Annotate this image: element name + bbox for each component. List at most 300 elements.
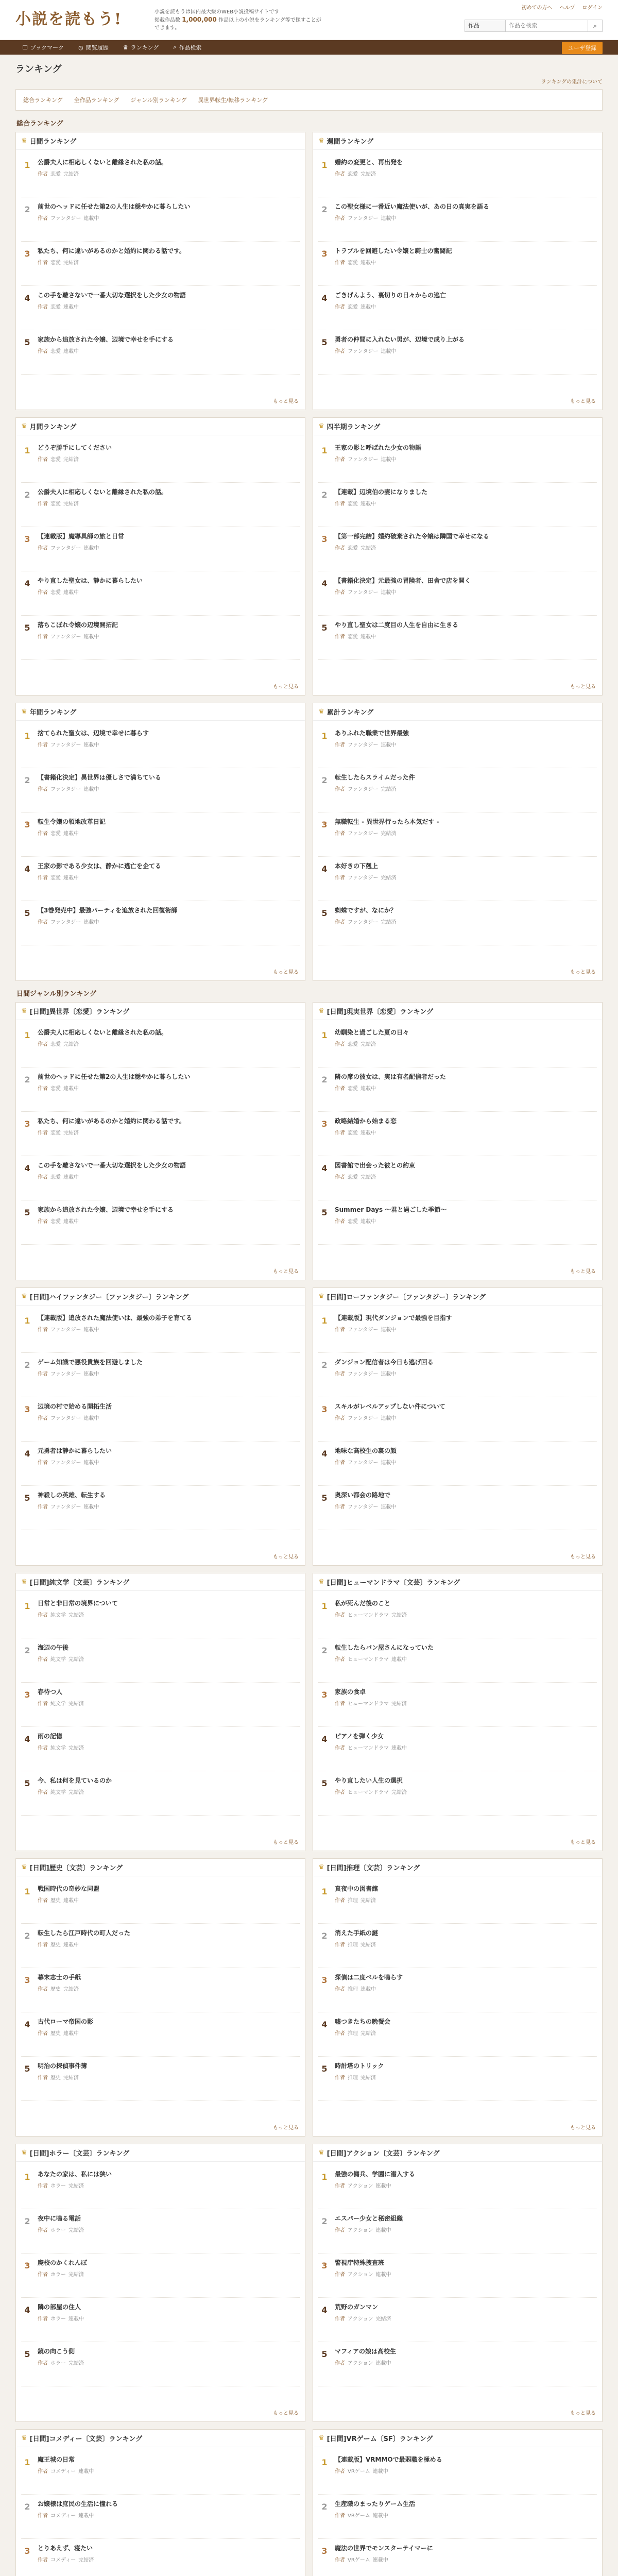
novel-title-link[interactable]: 前世のヘッドに任せた第2の人生は穏やかに暮らしたい [38,1073,191,1080]
rank-item [318,2209,597,2253]
site-logo[interactable]: 小説を読もう! [15,10,123,28]
ranking-panel [15,2429,305,2576]
novel-author[interactable]: 作者 [38,875,48,881]
novel-title-link[interactable]: 転生令嬢の領地改革日記 [38,818,106,825]
novel-title-link[interactable]: 捨てられた聖女は、辺境で幸せに暮らす [38,730,149,737]
rank-item [318,724,597,768]
novel-author[interactable]: 作者 [335,1371,345,1377]
rank-number: 3 [321,2546,328,2556]
more-link[interactable]: もっと見る [273,2125,299,2131]
novel-author[interactable]: 作者 [335,1613,345,1618]
novel-title-link[interactable]: 【第一部完結】婚約破棄された令嬢は隣国で幸せになる [335,533,490,540]
novel-author[interactable]: 作者 [38,2557,48,2563]
novel-status: 完結済 [391,1790,407,1795]
novel-genre: ファンタジー [348,742,379,748]
novel-title-link[interactable]: 本好きの下剋上 [335,862,379,870]
novel-author[interactable]: 作者 [335,1042,345,1047]
novel-title-link[interactable]: 雨の記憶 [38,1733,63,1740]
search-input[interactable] [506,20,588,32]
rank-body [33,2303,300,2336]
novel-author[interactable]: 作者 [335,1416,345,1421]
novel-author[interactable]: 作者 [38,1371,48,1377]
header-link[interactable]: 初めての方へ [521,5,553,11]
novel-author[interactable]: 作者 [335,1987,345,1992]
novel-author[interactable]: 作者 [335,1130,345,1136]
novel-title-link[interactable]: 前世のヘッドに任せた第2の人生は穏やかに暮らしたい [38,203,191,210]
novel-title-link[interactable]: 魔王城の日常 [38,2456,75,2463]
novel-author[interactable]: 作者 [38,2183,48,2189]
novel-author[interactable]: 作者 [38,2316,48,2322]
novel-title-link[interactable]: 生産職のまったりゲーム生活 [335,2500,416,2507]
novel-author[interactable]: 作者 [335,920,345,925]
rank-body [331,1358,597,1392]
novel-status: 連載中 [63,304,79,310]
novel-author[interactable]: 作者 [335,1175,345,1180]
novel-title-link[interactable]: 王家の影である少女は、静かに逃亡を企てる [38,862,162,870]
novel-genre: 恋愛 [348,304,358,310]
crown-icon: ♛ [21,1863,27,1871]
novel-author[interactable]: 作者 [335,1898,345,1904]
more-link[interactable]: もっと見る [273,1840,299,1845]
rank-item [21,1879,300,1924]
novel-author[interactable]: 作者 [38,2272,48,2278]
novel-author[interactable]: 作者 [38,1657,48,1663]
novel-genre: 恋愛 [50,1130,61,1136]
novel-author[interactable]: 作者 [38,1175,48,1180]
novel-author[interactable]: 作者 [335,1745,345,1751]
novel-title-link[interactable]: 家族から追放された令嬢、辺境で幸せを手にする [38,336,174,343]
novel-title-link[interactable]: この手を離さないで一番大切な選択をした少女の物語 [38,292,186,299]
novel-author[interactable]: 作者 [38,590,48,596]
novel-title-link[interactable]: 落ちこぼれ令嬢の辺境開拓記 [38,621,118,629]
novel-author[interactable]: 作者 [38,1898,48,1904]
novel-author[interactable]: 作者 [38,1790,48,1795]
novel-author[interactable]: 作者 [335,501,345,507]
ranking-panel [313,1573,603,1851]
novel-title-link[interactable]: この手を離さないで一番大切な選択をした少女の物語 [38,1162,186,1169]
novel-title-link[interactable]: 公爵夫人に相応しくないと離縁された私の話。 [38,1029,168,1036]
novel-meta [335,1414,597,1421]
novel-author[interactable]: 作者 [335,2183,345,2189]
novel-author[interactable]: 作者 [38,2361,48,2366]
novel-title-link[interactable]: 王家の影と呼ばれた少女の物語 [335,444,422,451]
novel-author[interactable]: 作者 [335,2361,345,2366]
novel-author[interactable]: 作者 [335,1657,345,1663]
novel-title-link[interactable]: どうぞ勝手にしてください [38,444,112,451]
rank-list [313,150,602,378]
novel-title-link[interactable]: 図書館で出会った彼との約束 [335,1162,416,1169]
novel-author[interactable]: 作者 [38,501,48,507]
rank-number: 3 [321,1690,328,1700]
novel-title-link[interactable]: 奥深い都会の路地で [335,1492,391,1499]
novel-author[interactable]: 作者 [335,1942,345,1948]
novel-meta [335,588,597,596]
novel-author[interactable]: 作者 [335,1701,345,1707]
novel-status: 連載中 [78,2469,94,2475]
novel-author[interactable]: 作者 [38,1130,48,1136]
novel-author[interactable]: 作者 [38,2031,48,2037]
novel-author[interactable]: 作者 [335,546,345,551]
rank-number: 2 [24,1075,30,1084]
novel-author[interactable]: 作者 [38,1219,48,1225]
more-link[interactable]: もっと見る [570,2411,596,2416]
novel-title-link[interactable]: 家族から追放された令嬢、辺境で幸せを手にする [38,1206,174,1213]
novel-author[interactable]: 作者 [38,1327,48,1333]
novel-author[interactable]: 作者 [38,2228,48,2233]
novel-status: 完結済 [68,1701,84,1707]
novel-title-link[interactable]: 元勇者は静かに暮らしたい [38,1447,112,1454]
novel-title-link[interactable]: 今、私は何を見ているのか [38,1777,112,1784]
novel-meta [335,1743,597,1751]
filter-tab[interactable]: 異世界転生/転移ランキング [198,97,268,104]
panel-title: [日間]ヒューマンドラマ〔文芸〕ランキング [327,1579,460,1587]
more-link[interactable]: もっと見る [570,970,596,975]
novel-author[interactable]: 作者 [38,1745,48,1751]
novel-author[interactable]: 作者 [38,2075,48,2081]
crown-icon: ♛ [21,2149,27,2157]
rank-list [313,1876,602,2104]
novel-title-link[interactable]: 政略結婚から始まる恋 [335,1117,397,1125]
novel-author[interactable]: 作者 [38,172,48,177]
novel-title-link[interactable]: 真夜中の図書館 [335,1885,379,1892]
novel-title-link[interactable]: 探偵は二度ベルを鳴らす [335,1974,403,1981]
novel-genre: ファンタジー [348,349,379,354]
novel-author[interactable]: 作者 [38,546,48,551]
novel-title-link[interactable]: 廃校のかくれんぼ [38,2259,88,2266]
novel-genre: 恋愛 [50,875,61,881]
novel-author[interactable]: 作者 [38,1942,48,1948]
novel-title-link[interactable]: ダンジョン配信者は今日も逃げ回る [335,1359,434,1366]
crown-icon: ♛ [318,1578,324,1586]
novel-status: 連載中 [83,216,99,222]
more-link[interactable]: もっと見る [570,2125,596,2131]
novel-author[interactable]: 作者 [335,172,345,177]
novel-title-link[interactable]: Summer Days 〜君と過ごした季節〜 [335,1206,447,1213]
novel-author[interactable]: 作者 [38,2513,48,2519]
novel-title-link[interactable]: 【連載版】魔導具師の旅と日常 [38,533,125,540]
nav-item-ranking[interactable] [116,40,166,55]
novel-title-link[interactable]: 隣の席の彼女は、実は有名配信者だった [335,1073,447,1080]
novel-title-link[interactable]: 幼馴染と過ごした夏の日々 [335,1029,409,1036]
novel-title-link[interactable]: 公爵夫人に相応しくないと離縁された私の話。 [38,159,168,166]
novel-author[interactable]: 作者 [335,2513,345,2519]
novel-title-link[interactable]: 【書籍化決定】異世界は優しさで満ちている [38,774,161,781]
novel-title-link[interactable]: 蜘蛛ですが、なにか？ [335,907,397,914]
more-link[interactable]: もっと見る [273,399,299,404]
novel-title-link[interactable]: あなたの家は、私には狭い [38,2171,112,2178]
novel-genre: ファンタジー [50,1416,81,1421]
filter-tab[interactable]: 全作品ランキング [74,97,119,104]
novel-title-link[interactable]: トラブルを回避したい令嬢と騎士の奮闘記 [335,247,452,255]
novel-author[interactable]: 作者 [38,457,48,463]
novel-meta [38,544,300,551]
novel-title-link[interactable]: 魔法の世界でモンスターテイマーに [335,2545,433,2552]
novel-title-link[interactable]: エスパー少女と秘密組織 [335,2215,403,2222]
novel-author[interactable]: 作者 [38,787,48,792]
search-type-select[interactable]: 作品 [465,20,506,32]
more-link[interactable]: もっと見る [273,2411,299,2416]
novel-author[interactable]: 作者 [335,1219,345,1225]
novel-author[interactable]: 作者 [335,349,345,354]
novel-title-link[interactable]: 無職転生 - 異世界行ったら本気だす - [335,818,439,825]
more-link[interactable]: もっと見る [570,1554,596,1560]
novel-author[interactable]: 作者 [38,304,48,310]
novel-status: 連載中 [381,349,397,354]
rank-number: 4 [321,579,328,588]
novel-meta [38,170,300,177]
novel-title-link[interactable]: 日常と非日常の境界について [38,1600,118,1607]
novel-status: 連載中 [83,1327,99,1333]
novel-title-link[interactable]: やり直し聖女は二度目の人生を自由に生きる [335,621,459,629]
rank-body [331,1599,597,1633]
novel-title-link[interactable]: ありふれた職業で世界最強 [335,730,409,737]
novel-title-link[interactable]: 戦国時代の奇妙な同盟 [38,1885,100,1892]
novel-title-link[interactable]: 家族の食卓 [335,1688,366,1696]
novel-author[interactable]: 作者 [335,2272,345,2278]
novel-author[interactable]: 作者 [335,457,345,463]
novel-title-link[interactable]: 最強の傭兵、学園に潜入する [335,2171,416,2178]
search-icon: ⌕ [593,22,597,29]
novel-title-link[interactable]: 婚約の変更と、再出発を [335,159,403,166]
search-button[interactable] [588,20,603,32]
novel-author[interactable]: 作者 [335,2557,345,2563]
panel-title: 累計ランキング [327,709,374,717]
novel-author[interactable]: 作者 [335,304,345,310]
rank-item [21,901,300,945]
panel-title: [日間]ローファンタジー〔ファンタジー〕ランキング [327,1294,486,1301]
novel-title-link[interactable]: 私が死んだ後のこと [335,1600,391,1607]
novel-meta [335,785,597,792]
rank-item [318,901,597,945]
novel-status: 連載中 [360,1987,376,1992]
novel-title-link[interactable]: 幕末志士の手紙 [38,1974,81,1981]
novel-author[interactable]: 作者 [335,260,345,266]
novel-author[interactable]: 作者 [335,634,345,640]
filter-tab[interactable]: 総合ランキング [23,97,63,104]
novel-status: 連載中 [360,304,376,310]
novel-title-link[interactable]: 嘘つきたちの晩餐会 [335,2018,391,2025]
novel-author[interactable]: 作者 [335,1086,345,1092]
ranking-grid [15,1002,603,2576]
novel-title-link[interactable]: 辺境の村で始める開拓生活 [38,1403,112,1410]
more-link[interactable]: もっと見る [273,1269,299,1275]
novel-author[interactable]: 作者 [335,2316,345,2322]
novel-author[interactable]: 作者 [38,634,48,640]
novel-status: 完結済 [63,1130,79,1136]
more-link[interactable]: もっと見る [273,970,299,975]
novel-title-link[interactable]: 荒野のガンマン [335,2303,379,2311]
rank-number: 3 [24,2261,30,2270]
novel-meta [38,1940,300,1948]
novel-meta [335,1985,597,1992]
novel-author[interactable]: 作者 [335,1327,345,1333]
crown-icon: ♛ [318,137,324,145]
nav-item-history[interactable] [71,40,116,55]
rank-list [16,2162,305,2389]
novel-status: 連載中 [381,1460,397,1466]
novel-title-link[interactable]: とりあえず、寝たい [38,2545,93,2552]
rank-body [33,444,300,477]
novel-title-link[interactable]: 警視庁特殊捜査班 [335,2259,385,2266]
novel-title-link[interactable]: ゲーム知識で悪役貴族を回避しました [38,1359,143,1366]
rank-number: 5 [321,908,328,918]
rank-item [21,2253,300,2298]
rank-number: 1 [321,731,328,741]
more-link[interactable]: もっと見る [570,1269,596,1275]
header-link[interactable]: ログイン [582,5,603,11]
novel-meta [335,918,597,925]
filter-tab[interactable]: ジャンル別ランキング [130,97,187,104]
novel-title-link[interactable]: 時計塔のトリック [335,2062,384,2070]
header-link[interactable]: ヘルプ [559,5,575,11]
novel-title-link[interactable]: 【連載】辺境伯の妻になりました [335,488,428,496]
novel-title-link[interactable]: 明治の探偵事件簿 [38,2062,88,2070]
novel-title-link[interactable]: 隣の部屋の住人 [38,2303,81,2311]
novel-author[interactable]: 作者 [335,2031,345,2037]
novel-title-link[interactable]: 勇者の仲間に入れない男が、辺境で成り上がる [335,336,465,343]
novel-title-link[interactable]: マフィアの娘は高校生 [335,2348,397,2355]
novel-author[interactable]: 作者 [38,1416,48,1421]
novel-author[interactable]: 作者 [38,2469,48,2475]
nav-item-label: 作品検索 [179,44,202,51]
rank-item [21,2539,300,2576]
novel-status: 連載中 [83,742,99,748]
ranking-icon: ♛ [123,44,128,51]
novel-title-link[interactable]: ごきげんよう、裏切りの日々からの逃亡 [335,292,447,299]
novel-author[interactable]: 作者 [38,349,48,354]
novel-status: 連載中 [83,1371,99,1377]
novel-title-link[interactable]: 古代ローマ帝国の影 [38,2018,94,2025]
novel-genre: 歴史 [50,2031,61,2037]
rank-item [318,2450,597,2495]
novel-status: 完結済 [381,875,397,881]
novel-author[interactable]: 作者 [38,920,48,925]
panel-header [16,703,305,721]
novel-meta [38,2270,300,2278]
ranking-panel [313,1287,603,1566]
rank-number: 4 [24,864,30,874]
novel-title-link[interactable]: 私たち、何に違いがあるのかと婚約に関わる話です。 [38,247,186,255]
panel-header [16,1573,305,1591]
novel-title-link[interactable]: 転生したら江戸時代の町人だった [38,1929,131,1937]
novel-author[interactable]: 作者 [335,1460,345,1466]
novel-author[interactable]: 作者 [335,742,345,748]
novel-title-link[interactable]: 転生したらパン屋さんになっていた [335,1644,434,1651]
novel-author[interactable]: 作者 [335,2075,345,2081]
novel-title-link[interactable]: 夜中に鳴る電話 [38,2215,81,2222]
novel-author[interactable]: 作者 [38,216,48,222]
ranking-panel [313,2144,603,2422]
novel-title-link[interactable]: 海辺の午後 [38,1644,69,1651]
novel-status: 連載中 [63,1942,79,1948]
novel-author[interactable]: 作者 [335,2469,345,2475]
novel-genre: 恋愛 [50,1042,61,1047]
novel-status: 連載中 [381,1327,397,1333]
novel-author[interactable]: 作者 [38,742,48,748]
novel-author[interactable]: 作者 [38,260,48,266]
novel-author[interactable]: 作者 [38,831,48,837]
novel-author[interactable]: 作者 [335,1790,345,1795]
novel-title-link[interactable]: 私たち、何に違いがあるのかと婚約に関わる話です。 [38,1117,186,1125]
rank-number: 3 [321,1119,328,1129]
rank-number: 2 [24,1646,30,1655]
novel-title-link[interactable]: 【連載版】追放された魔法使いは、最強の弟子を育てる [38,1314,193,1321]
novel-title-link[interactable]: ピアノを弾く少女 [335,1733,384,1740]
novel-title-link[interactable]: この聖女様に一番近い魔法使いが、あの日の真実を語る [335,203,490,210]
novel-author[interactable]: 作者 [335,2228,345,2233]
novel-author[interactable]: 作者 [335,590,345,596]
ranking-panel [313,132,603,410]
novel-author[interactable]: 作者 [38,1460,48,1466]
ranking-about-link[interactable]: ランキングの集計について [541,79,603,85]
novel-title-link[interactable]: 公爵夫人に相応しくないと離縁された私の話。 [38,488,168,496]
novel-title-link[interactable]: やり直した聖女は、静かに暮らしたい [38,577,143,584]
more-link[interactable]: もっと見る [273,684,299,690]
rank-item [318,616,597,660]
novel-status: 完結済 [360,1042,376,1047]
novel-meta [335,302,597,310]
novel-meta [38,347,300,354]
novel-meta [38,1699,300,1707]
crown-icon: ♛ [21,137,27,145]
rank-body [33,488,300,521]
novel-title-link[interactable]: 転生したらスライムだった件 [335,774,415,781]
novel-author[interactable]: 作者 [335,831,345,837]
rank-body [331,1491,597,1524]
novel-author[interactable]: 作者 [335,787,345,792]
novel-meta [38,455,300,463]
novel-title-link[interactable]: お嬢様は庶民の生活に憧れる [38,2500,118,2507]
nav-item-search[interactable] [166,40,209,55]
novel-title-link[interactable]: 地味な高校生の裏の顔 [335,1447,397,1454]
novel-meta [335,873,597,881]
rank-item [21,1112,300,1156]
novel-title-link[interactable]: やり直したい人生の選択 [335,1777,403,1784]
novel-title-link[interactable]: 神殺しの英雄、転生する [38,1492,106,1499]
novel-title-link[interactable]: スキルがレベルアップしない件について [335,1403,445,1410]
novel-author[interactable]: 作者 [38,1042,48,1047]
rank-number: 2 [24,775,30,785]
more-link[interactable]: もっと見る [570,684,596,690]
nav-item-bookmark[interactable] [15,40,71,55]
rank-number: 5 [321,623,328,633]
novel-title-link[interactable]: 【連載版】VRMMOで最弱職を極める [335,2456,442,2463]
novel-title-link[interactable]: 【連載版】現代ダンジョンで最強を目指す [335,1314,452,1321]
rank-item [318,1594,597,1638]
novel-title-link[interactable]: 春待つ人 [38,1688,63,1696]
novel-author[interactable]: 作者 [335,216,345,222]
more-link[interactable]: もっと見る [570,1840,596,1845]
novel-author[interactable]: 作者 [38,1504,48,1510]
novel-author[interactable]: 作者 [335,1504,345,1510]
novel-author[interactable]: 作者 [38,1613,48,1618]
novel-title-link[interactable]: 【3巻発売中】最強パーティを追放された回復術師 [38,907,178,914]
more-link[interactable]: もっと見る [570,399,596,404]
novel-title-link[interactable]: 【書籍化決定】元最強の冒険者、田舎で店を開く [335,577,471,584]
novel-author[interactable]: 作者 [335,875,345,881]
rank-item [21,616,300,660]
user-register-button[interactable]: ユーザ登録 [562,42,603,54]
rank-number: 3 [24,1975,30,1985]
novel-title-link[interactable]: 鏡の向こう側 [38,2348,75,2355]
more-link[interactable]: もっと見る [273,1554,299,1560]
novel-author[interactable]: 作者 [38,1701,48,1707]
novel-author[interactable]: 作者 [38,1987,48,1992]
novel-meta [38,632,300,640]
novel-title-link[interactable]: 消えた手紙の謎 [335,1929,379,1937]
novel-genre: VRゲーム [348,2469,370,2475]
novel-author[interactable]: 作者 [38,1086,48,1092]
